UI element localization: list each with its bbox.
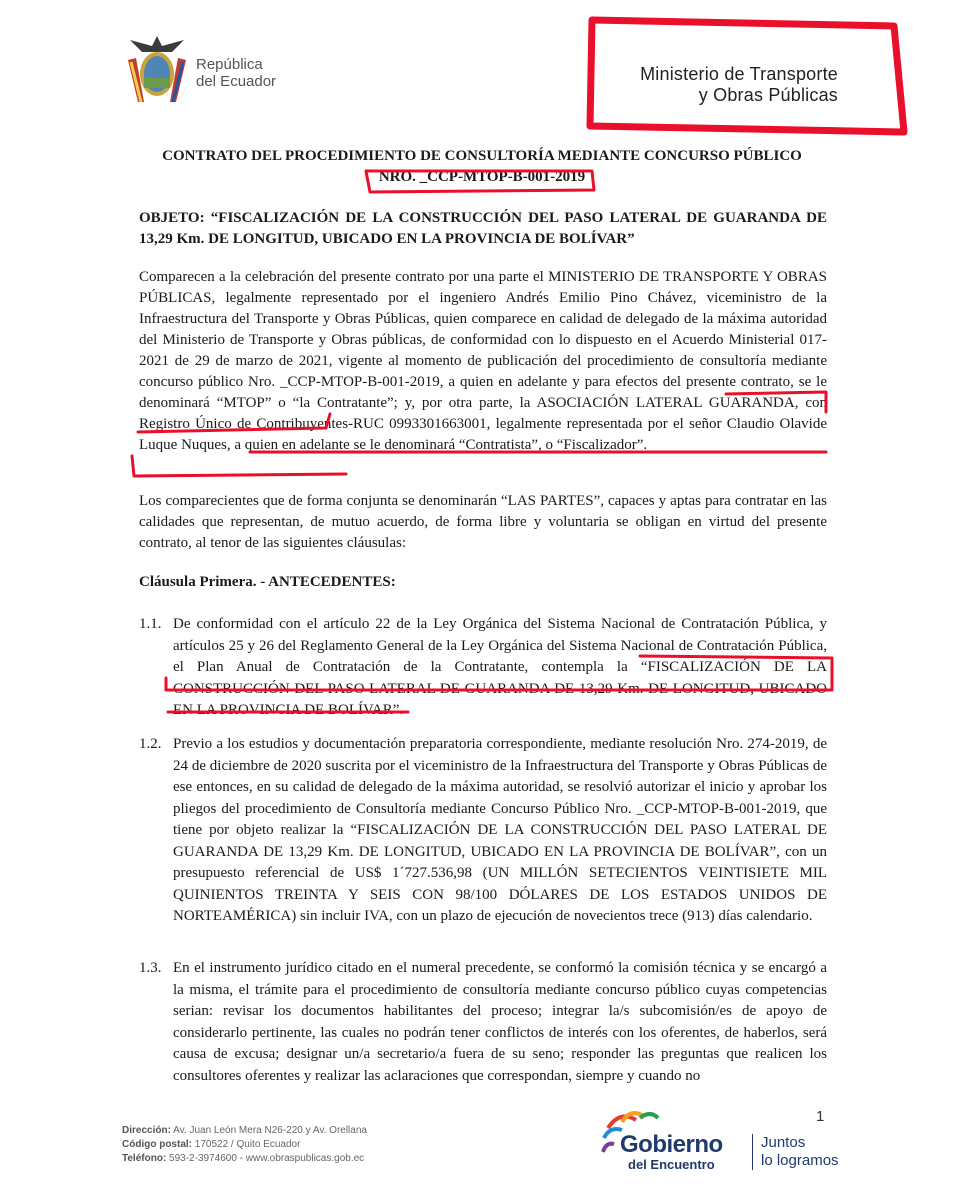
republic-line1: República: [196, 56, 263, 73]
page-number: 1: [816, 1108, 825, 1125]
phone-value: 593-2-3974600 - www.obraspublicas.gob.ec: [169, 1153, 365, 1164]
slogan-line1: Juntos: [761, 1134, 806, 1151]
parties-paragraph: Comparecen a la celebración del presente contrato por una parte el MINISTERIO DE TRANSPORTE Y OBRAS PÚBLICAS, legalmente representado por el ingeniero Andrés Emilio Pino Chávez, viceministro de la Infraestructura del Transporte y Obras Públicas, quien comparece en calidad de delegado de la máxima autoridad del Ministerio de Transporte y Obras públicas, de conformidad con lo dispuesto en el Acuerdo Ministerial 017-2021 de 29 de marzo de 2021, vigente al momento de publicación del procedimiento de consultoría mediante concurso público Nro. _CCP-MTOP-B-001-2019, a quien en adelante y para efectos del presente contrato, se le denominará “MTOP” o “la Contratante”; y, por otra parte, la ASOCIACIÓN LATERAL GUARANDA, con Registro Único de Contribuyentes-RUC 0993301663001, legalmente representada por el señor Claudio Olavide Luque Nuques, a quien en adelante se le denominará “Contratista”, o “Fiscalizador”.: [139, 269, 827, 453]
item-number: 1.1.: [139, 616, 162, 632]
postal-value: 170522 / Quito Ecuador: [194, 1139, 301, 1150]
address-value: Av. Juan León Mera N26-220 y Av. Orellana: [173, 1125, 367, 1136]
republic-line2: del Ecuador: [196, 73, 277, 90]
postal-label: Código postal:: [122, 1139, 192, 1150]
republic-name: [196, 56, 276, 90]
contract-title: CONTRATO DEL PROCEDIMIENTO DE CONSULTORÍA MEDIANTE CONCURSO PÚBLICO: [162, 148, 802, 164]
gobierno-slogan: [752, 1134, 839, 1170]
contract-number: NRO. _CCP-MTOP-B-001-2019: [378, 169, 586, 185]
phone-label: Teléfono:: [122, 1153, 167, 1164]
contract-object: OBJETO: “FISCALIZACIÓN DE LA CONSTRUCCIÓN DEL PASO LATERAL DE GUARANDA DE 13,29 Km. DE LONGITUD, UBICADO EN LA PROVINCIA DE BOLÍVAR”: [139, 210, 827, 247]
clause-heading: Cláusula Primera. - ANTECEDENTES:: [139, 574, 396, 590]
item-number: 1.2.: [139, 736, 162, 752]
ministry-line2: y Obras Públicas: [698, 85, 838, 105]
gobierno-title: Gobierno: [620, 1131, 723, 1158]
parties-agreement-paragraph: Los comparecientes que de forma conjunta se denominarán “LAS PARTES”, capaces y aptas para contratar en las calidades que representan, de mutuo acuerdo, de forma libre y voluntaria se obligan en virtud del presente contrato, al tenor de las siguientes cláusulas:: [139, 493, 827, 551]
ministry-name: [598, 64, 838, 106]
item-number: 1.3.: [139, 960, 162, 976]
item-text: Previo a los estudios y documentación preparatoria correspondiente, mediante resolución Nro. 274-2019, de 24 de diciembre de 2020 suscrita por el viceministro de la Infraestructura del Transporte y Obras Públicas de ese entonces, en su calidad de delegado de la máxima autoridad, se resolvió autorizar el inicio y aprobar los pliegos del procedimiento de Consultoría mediante Concurso Público Nro. _CCP-MTOP-B-001-2019, que tiene por objeto realizar la “FISCALIZACIÓN DE LA CONSTRUCCIÓN DEL PASO LATERAL DE GUARANDA DE 13,29 Km. DE LONGITUD, UBICADO EN LA PROVINCIA DE BOLÍVAR”, con un presupuesto referencial de US$ 1´727.536,98 (UN MILLÓN SETECIENTOS VEINTISIETE MIL QUINIENTOS TREINTA Y SEIS CON 98/100 DÓLARES DE LOS ESTADOS UNIDOS DE NORTEAMÉRICA) sin incluir IVA, con un plazo de ejecución de novecientos trece (913) días calendario.: [173, 736, 827, 924]
gobierno-subtitle: del Encuentro: [628, 1157, 715, 1172]
ministry-line1: Ministerio de Transporte: [640, 64, 838, 84]
coat-of-arms-icon: [122, 32, 192, 108]
contratista-underline-annotation: [132, 456, 346, 476]
address-label: Dirección:: [122, 1125, 171, 1136]
footer-address: [122, 1124, 367, 1166]
slogan-line2: lo logramos: [761, 1152, 839, 1169]
item-text: En el instrumento jurídico citado en el numeral precedente, se conformó la comisión técnica y se encargó a la misma, el trámite para el procedimiento de consultoría mediante concurso público cuyas competencias serian: revisar los documentos habilitantes del proceso; integrar la/s subcomisión/es de apoyo de considerarlo pertinente, las cuales no podrán tener conflictos de interés con los oferentes, de haberlos, será causa de excusa; designar un/a secretario/a fuera de su seno; responder las preguntas que realicen los consultores oferentes y realizar las aclaraciones que correspondan, siempre y cuando no: [173, 960, 827, 1084]
item-text: De conformidad con el artículo 22 de la Ley Orgánica del Sistema Nacional de Contratación Pública, y artículos 25 y 26 del Reglamento General de la Ley Orgánica del Sistema Nacional de Contratación Pública, el Plan Anual de Contratación de la Contratante, contempla la “FISCALIZACIÓN DE LA CONSTRUCCIÓN DEL PASO LATERAL DE GUARANDA DE 13,29 Km. DE LONGITUD, UBICADO EN LA PROVINCIA DE BOLÍVAR”.: [173, 616, 827, 718]
